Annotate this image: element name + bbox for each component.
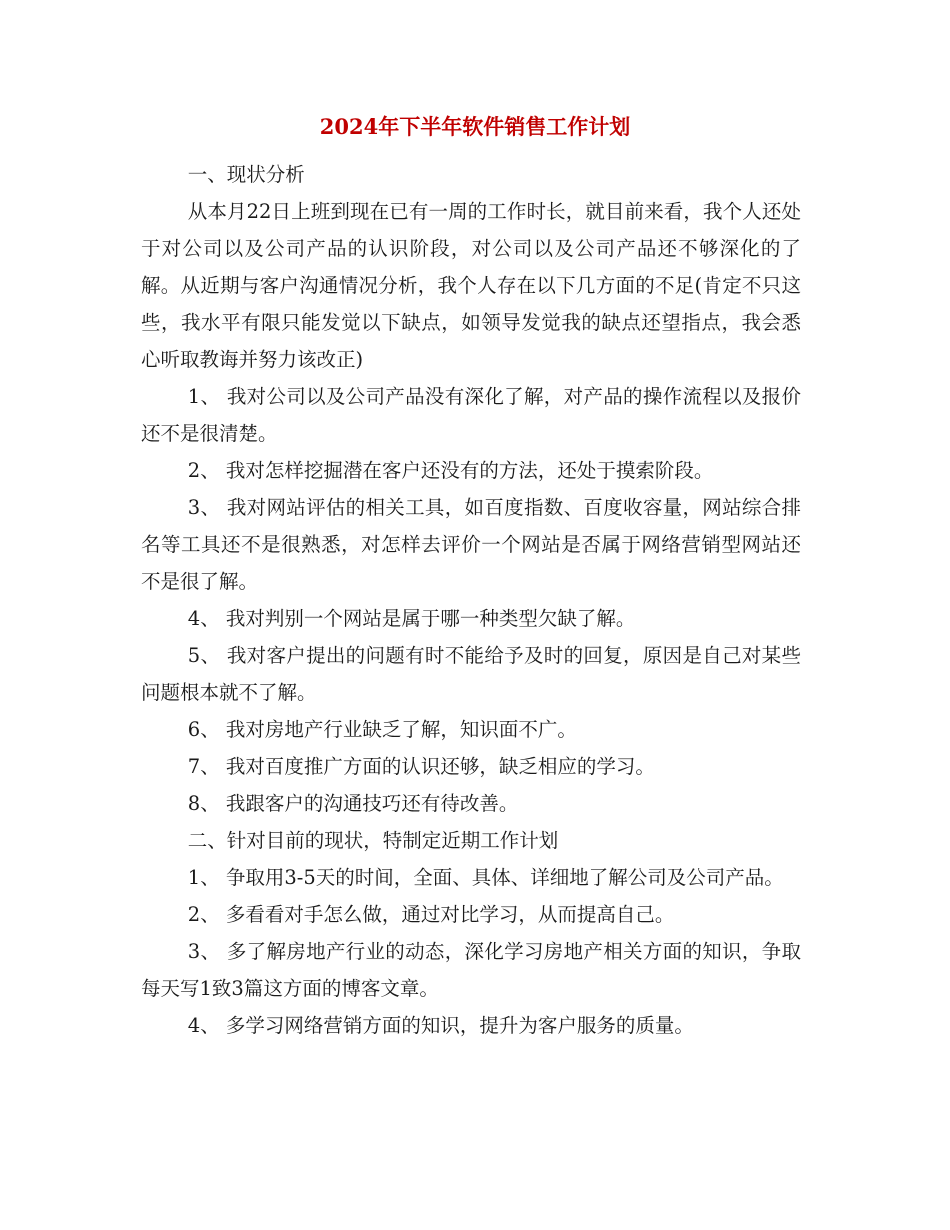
list-item-plan-3: 3、 多了解房地产行业的动态，深化学习房地产相关方面的知识，争取每天写1致3篇这方面的博客文章。: [141, 940, 801, 1000]
list-item-plan-4: 4、 多学习网络营销方面的知识，提升为客户服务的质量。: [187, 1014, 694, 1037]
list-item-plan-2: 2、 多看看对手怎么做，通过对比学习，从而提高自己。: [187, 903, 675, 926]
list-item-plan-1: 1、 争取用3-5天的时间，全面、具体、详细地了解公司及公司产品。: [187, 866, 784, 889]
list-item-shortcoming-3: 3、 我对网站评估的相关工具，如百度指数、百度收容量，网站综合排名等工具还不是很熟悉，对怎样去评价一个网站是否属于网络营销型网站还不是很了解。: [141, 496, 801, 593]
list-item-shortcoming-7: 7、 我对百度推广方面的认识还够，缺乏相应的学习。: [187, 755, 655, 778]
list-item-shortcoming-5: 5、 我对客户提出的问题有时不能给予及时的回复，原因是自己对某些问题根本就不了解。: [141, 644, 801, 704]
list-item-shortcoming-6: 6、 我对房地产行业缺乏了解，知识面不广。: [187, 718, 577, 741]
list-item-shortcoming-2: 2、 我对怎样挖掘潜在客户还没有的方法，还处于摸索阶段。: [187, 459, 714, 482]
document-body: [141, 156, 801, 1044]
section-heading-status-analysis: 一、现状分析: [187, 163, 305, 186]
section-heading-work-plan: 二、针对目前的现状，特制定近期工作计划: [187, 829, 559, 852]
list-item-shortcoming-8: 8、 我跟客户的沟通技巧还有待改善。: [187, 792, 519, 815]
document-title: 2024年下半年软件销售工作计划: [319, 114, 631, 139]
paragraph-intro: 从本月22日上班到现在已有一周的工作时长，就目前来看，我个人还处于对公司以及公司产品的认识阶段，对公司以及公司产品还不够深化的了解。从近期与客户沟通情况分析，我个人存在以下几方面的不足(肯定不只这些，我水平有限只能发觉以下缺点，如领导发觉我的缺点还望指点，我会悉心听取教诲并努力该改正): [141, 200, 801, 371]
list-item-shortcoming-4: 4、 我对判别一个网站是属于哪一种类型欠缺了解。: [187, 607, 636, 630]
list-item-shortcoming-1: 1、 我对公司以及公司产品没有深化了解，对产品的操作流程以及报价还不是很清楚。: [141, 385, 801, 445]
